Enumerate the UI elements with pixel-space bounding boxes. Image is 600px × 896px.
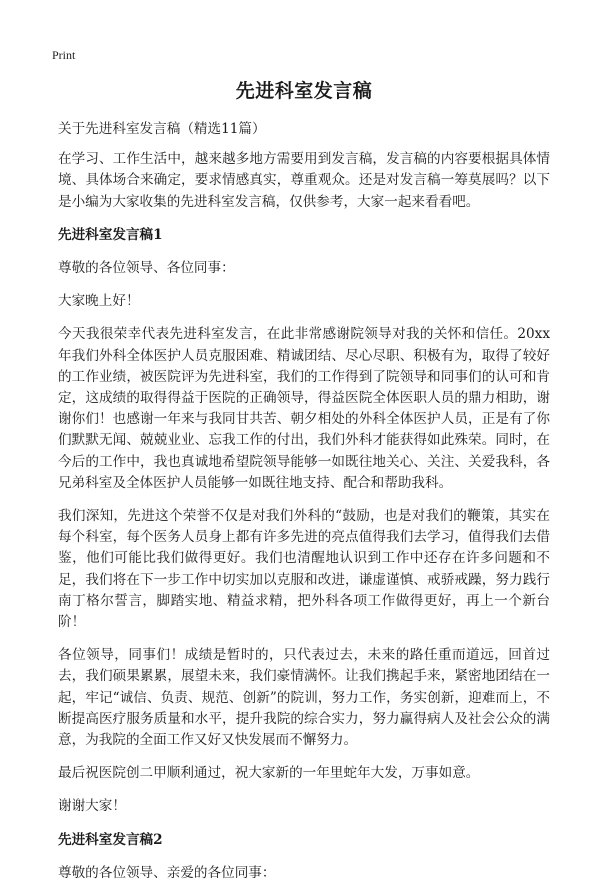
section-heading-2: 先进科室发言稿2 <box>58 831 163 848</box>
section1-paragraph-3: 各位领导，同事们！成绩是暂时的，只代表过去，未来的路任重而道远，回首过去，我们硕果累累，展望未来，我们豪情满怀。让我们携起手来，紧密地团结在一起，牢记“诚信、负责、规范、创新”的院训，努力工作，务实创新，迎难而上，不断提高医疗服务质量和水平，提升我院的综合实力，努力赢得病人及社会公众的满意，为我院的全面工作又好又快发展而不懈努力。 <box>58 647 550 749</box>
section1-paragraph-1: 今天我很荣幸代表先进科室发言，在此非常感谢院领导对我的关怀和信任。20xx年我们外科全体医护人员克服困难、精诚团结、尽心尽职、积极有为，取得了较好的工作业绩，被医院评为先进科室，我们的工作得到了院领导和同事们的认可和肯定，这成绩的取得得益于医院的正确领导，得益医院全体医职人员的鼎力相助，谢谢你们！也感谢一年来与我同甘共苦、朝夕相处的外科全体医护人员，正是有了你们默默无闻、兢兢业业、忘我工作的付出，我们外科才能获得如此殊荣。同时，在今后的工作中，我也真诚地希望院领导能够一如既往地关心、关注、关爱我科，各兄弟科室及全体医护人员能够一如既往地支持、配合和帮助我科。 <box>58 326 550 491</box>
section-heading-1: 先进科室发言稿1 <box>58 226 163 243</box>
document-body <box>58 78 550 896</box>
section1-paragraph-2: 我们深知，先进这个荣誉不仅是对我们外科的“鼓励，也是对我们的鞭策，其实在每个科室，每个医务人员身上都有许多先进的亮点值得我们去学习，值得我们去借鉴，他们可能比我们做得更好。我们也清醒地认识到工作中还存在许多问题和不足，我们将在下一步工作中切实加以克服和改进，谦虚谨慎、戒骄戒躁，努力践行南丁格尔誓言，脚踏实地、精益求精，把外科各项工作做得更好，再上一个新台阶！ <box>58 508 550 631</box>
section1-thanks: 谢谢大家！ <box>58 798 126 815</box>
print-link[interactable]: Print <box>52 48 76 62</box>
section2-greeting: 尊敬的各位领导、亲爱的各位同事： <box>58 864 276 881</box>
document-subtitle: 关于先进科室发言稿（精选11篇） <box>58 121 266 137</box>
intro-paragraph: 在学习、工作生活中，越来越多地方需要用到发言稿，发言稿的内容要根据具体情境、具体场合来确定，要求情感真实，尊重观众。还是对发言稿一筹莫展吗？以下是小编为大家收集的先进科室发言稿，仅供参考，大家一起来看看吧。 <box>58 151 550 210</box>
section1-evening-greeting: 大家晚上好！ <box>58 293 140 310</box>
section1-greeting: 尊敬的各位领导、各位同事： <box>58 260 235 277</box>
page-title: 先进科室发言稿 <box>235 80 373 102</box>
section1-paragraph-4: 最后祝医院创二甲顺利通过，祝大家新的一年里蛇年大发，万事如意。 <box>58 765 480 782</box>
